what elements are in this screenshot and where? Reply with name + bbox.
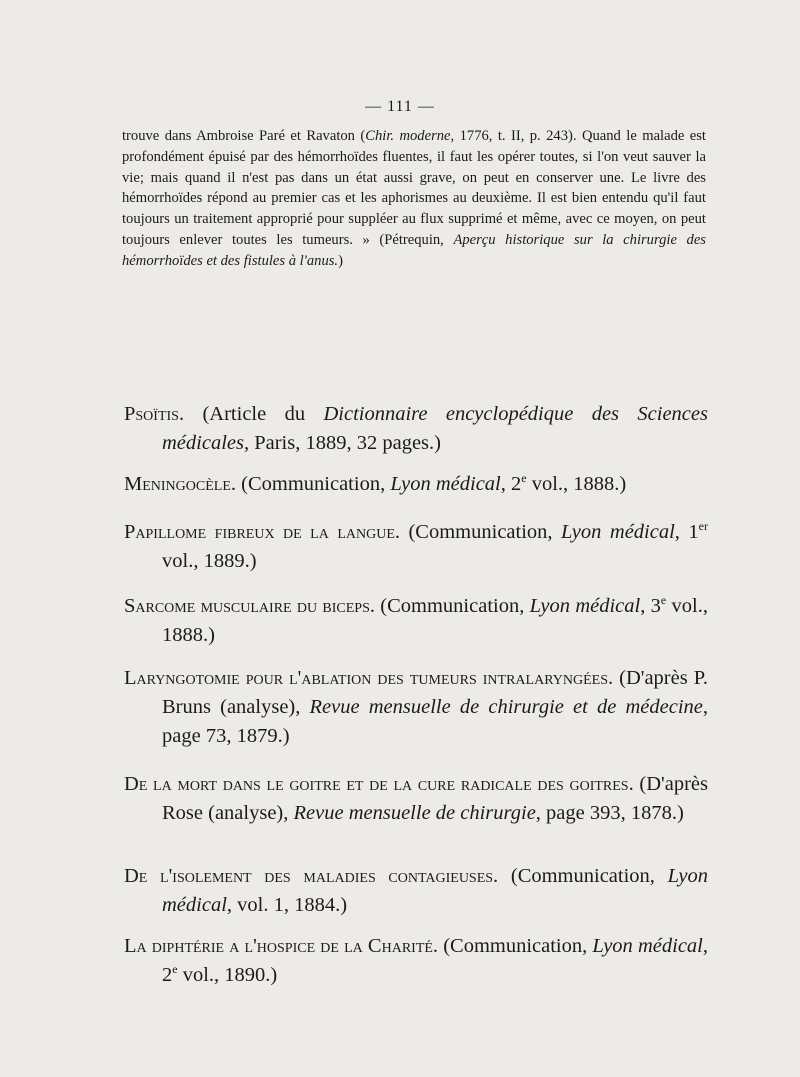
entry-title: La diphtérie a l'hospice de la Charité.: [124, 935, 439, 957]
entry-superscript: e: [521, 471, 527, 486]
page-number: — 111 —: [365, 98, 435, 115]
entry-text: (D'après Rose (analyse),: [162, 773, 708, 824]
entry-text: (Communication,: [375, 595, 530, 617]
entry-text: vol., 1888.): [526, 473, 627, 495]
bibliography-entry: [124, 400, 708, 458]
entry-superscript: er: [698, 519, 708, 534]
intro-text: [122, 126, 706, 272]
bibliography-entry: [124, 770, 708, 828]
intro-paragraph: [122, 126, 706, 272]
entry-text: vol., 1888.): [162, 595, 708, 646]
entry-text: (Article du: [184, 403, 324, 425]
intro-cite-1: Chir. moderne: [365, 128, 451, 144]
entry-title: Sarcome musculaire du biceps.: [124, 595, 375, 617]
entry-superscript: e: [172, 962, 178, 977]
bibliography-entry: [124, 470, 708, 499]
bibliography-entry: [124, 518, 708, 576]
entry-text: (D'après P. Bruns (analyse),: [162, 667, 708, 718]
intro-text-3: ): [338, 252, 343, 269]
entry-text: , 2: [162, 935, 708, 986]
entry-text: , 3: [640, 595, 661, 617]
entry-text: , Paris, 1889, 32 pages.): [243, 432, 441, 454]
entry-title: Papillome fibreux de la langue.: [124, 521, 400, 543]
entry-text: (Communication,: [498, 865, 668, 887]
bibliography-entry: [124, 592, 708, 650]
entry-source: Lyon médical: [592, 935, 703, 957]
entry-source: Lyon médical: [561, 521, 675, 543]
entry-source: Revue mensuelle de chirurgie et de médecine: [309, 696, 703, 718]
entry-title: Psoïtis.: [124, 403, 185, 425]
entry-text: , page 73, 1879.): [162, 696, 708, 747]
entry-source: Lyon médical: [529, 595, 641, 617]
entry-source: Dictionnaire encyclopédique des Sciences médicales: [162, 403, 708, 454]
entry-text: (Communication,: [438, 935, 593, 957]
entry-text: (Communication,: [400, 521, 562, 543]
entry-text: , page 393, 1878.): [535, 802, 684, 824]
entry-title: Meningocèle.: [124, 473, 237, 495]
entry-source: Revue mensuelle de chirurgie: [293, 802, 536, 824]
entry-text: , 2: [500, 473, 522, 495]
entry-text: vol., 1889.): [162, 550, 257, 572]
intro-text-1: trouve dans Ambroise Paré et Ravaton (: [122, 128, 366, 144]
entry-text: (Communication,: [236, 473, 391, 495]
entry-text: vol., 1890.): [177, 964, 278, 986]
bibliography-entry: [124, 932, 708, 990]
entry-title: Laryngotomie pour l'ablation des tumeurs intralaryngées.: [124, 667, 614, 689]
entry-superscript: e: [660, 593, 667, 608]
entry-source: Lyon médical: [390, 473, 501, 495]
intro-cite-2: Aperçu historique sur la chirurgie des hémorrhoïdes et des fistules à l'anus.: [122, 231, 706, 269]
entry-title: De la mort dans le goitre et de la cure radicale des goitres.: [124, 773, 634, 795]
entry-title: De l'isolement des maladies contagieuses.: [124, 865, 499, 887]
intro-text-2: , 1776, t. II, p. 243). Quand le malade est profondément épuisé par des hémorrhoïdes fluentes, il faut les opérer toutes, si l'on veut sauver la vie; mais quand il n'est pas dans un état aussi grave, on peut en conserver une. Le livre des hémorrhoïdes répond au premier cas et les aphorismes au deuxième. Il est bien entendu qu'il faut toujours un traitement approprié pour suppléer au flux supprimé et même, avec ce moyen, on peut toujours enlever toutes les tumeurs. » (Pétrequin,: [122, 128, 706, 248]
bibliography-entry: [124, 664, 708, 751]
entry-source: Lyon médical: [162, 865, 708, 916]
entry-text: , vol. 1, 1884.): [226, 894, 348, 916]
bibliography-entry: [124, 862, 708, 920]
entry-text: , 1: [674, 521, 699, 543]
